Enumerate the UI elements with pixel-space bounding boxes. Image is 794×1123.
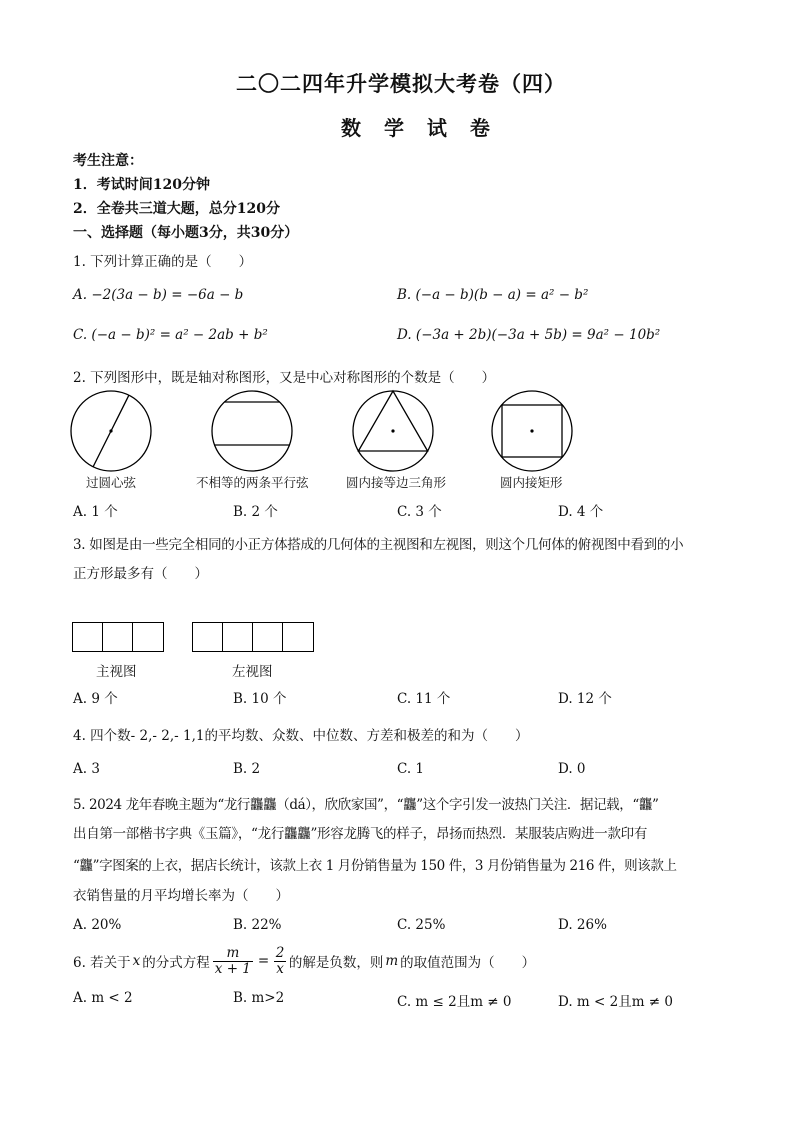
exam-subject: 数 学 试 卷 [341,116,498,140]
q1-option-b[interactable]: B. (−a − b)(b − a) = a² − b² [397,287,589,303]
q6-var-x: x [132,953,141,969]
q6-fraction-2 [274,946,286,977]
q2-option-b[interactable]: B. 2 个 [233,504,278,520]
q6-stem [73,943,535,979]
q6-var-m: m [385,953,399,969]
q6-option-d[interactable]: D. m < 2且m ≠ 0 [558,994,673,1010]
q1-option-c[interactable]: C. (−a − b)² = a² − 2ab + b² [73,327,268,343]
q2-option-c[interactable]: C. 3 个 [397,504,442,520]
q6-option-c[interactable]: C. m ≤ 2且m ≠ 0 [397,994,512,1010]
exam-title: 二〇二四年升学模拟大考卷（四） [236,71,566,96]
q6-equals: = [257,953,270,969]
q6-frac1-numerator: m [226,944,240,961]
figure-circle-inscribed-rectangle [490,389,574,473]
q5-stem-line3: “龘”字图案的上衣，据店长统计，该款上衣 1 月份销售量为 150 件，3 月份销售量为 216 件，则该款上 [73,858,677,874]
q3-option-d[interactable]: D. 12 个 [558,691,612,707]
q4-option-c[interactable]: C. 1 [397,761,425,777]
q1-option-d[interactable]: D. (−3a + 2b)(−3a + 5b) = 9a² − 10b² [397,327,661,343]
q6-frac2-denominator: x [276,960,284,977]
q6-option-b[interactable]: B. m>2 [233,990,285,1006]
q4-stem: 4. 四个数- 2,- 2,- 1,1的平均数、众数、中位数、方差和极差的和为（ ） [73,728,529,744]
figure-circle-inscribed-triangle [351,389,435,473]
q2-caption-3: 圆内接等边三角形 [346,475,447,490]
q5-option-b[interactable]: B. 22% [233,917,282,933]
q5-option-d[interactable]: D. 26% [558,917,607,933]
q3-option-a[interactable]: A. 9 个 [73,691,118,707]
figure-circle-parallel-chords [210,389,294,473]
q4-option-b[interactable]: B. 2 [233,761,261,777]
q5-option-a[interactable]: A. 20% [73,917,122,933]
q6-stem-pre: 6. 若关于 [73,955,131,971]
q6-frac2-numerator: 2 [275,944,285,961]
notes-item-time: 1．考试时间120分钟 [73,177,210,193]
q1-option-a[interactable]: A. −2(3a − b) = −6a − b [73,287,244,303]
q6-frac1-denominator: x + 1 [214,960,251,977]
q6-fraction-1 [213,946,253,977]
q2-stem: 2. 下列图形中，既是轴对称图形，又是中心对称图形的个数是（ ） [73,370,496,386]
q2-option-d[interactable]: D. 4 个 [558,504,604,520]
q4-option-d[interactable]: D. 0 [558,761,586,777]
q3-caption-front: 主视图 [96,664,137,680]
figure-circle-diameter [69,389,153,473]
q3-stem-line1: 3. 如图是由一些完全相同的小正方体搭成的几何体的主视图和左视图，则这个几何体的俯视图中看到的小 [73,537,684,553]
q5-stem-line1: 5. 2024 龙年春晚主题为“龙行龘龘（dá），欣欣家国”，“龘”这个字引发一波热门关注．据记载，“龘” [73,797,659,813]
q6-stem-end: 的取值范围为（ ） [400,955,536,971]
notes-heading: 考生注意： [73,153,143,169]
q2-caption-2: 不相等的两条平行弦 [196,475,309,490]
q2-caption-4: 圆内接矩形 [500,475,563,490]
q5-stem-line2: 出自第一部楷书字典《玉篇》，“龙行龘龘”形容龙腾飞的样子，昂扬而热烈．某服装店购进一款印有 [73,826,648,842]
q3-option-c[interactable]: C. 11 个 [397,691,451,707]
q2-caption-1: 过圆心弦 [86,475,137,490]
q3-caption-left: 左视图 [232,664,273,680]
front-view-figure [72,622,164,652]
q2-option-a[interactable]: A. 1 个 [73,504,118,520]
q6-stem-post: 的解是负数，则 [288,955,384,971]
section-title-choice: 一、选择题（每小题3分，共30分） [73,225,299,241]
q5-option-c[interactable]: C. 25% [397,917,446,933]
q1-stem: 1. 下列计算正确的是（ ） [73,254,253,270]
q3-option-b[interactable]: B. 10 个 [233,691,287,707]
left-view-figure [192,622,314,652]
q3-stem-line2: 正方形最多有（ ） [73,566,208,582]
q4-option-a[interactable]: A. 3 [73,761,100,777]
q6-stem-mid: 的分式方程 [142,955,210,971]
q5-stem-line4: 衣销售量的月平均增长率为（ ） [73,888,289,904]
notes-item-score: 2．全卷共三道大题，总分120分 [73,201,280,217]
q6-option-a[interactable]: A. m < 2 [73,990,133,1006]
